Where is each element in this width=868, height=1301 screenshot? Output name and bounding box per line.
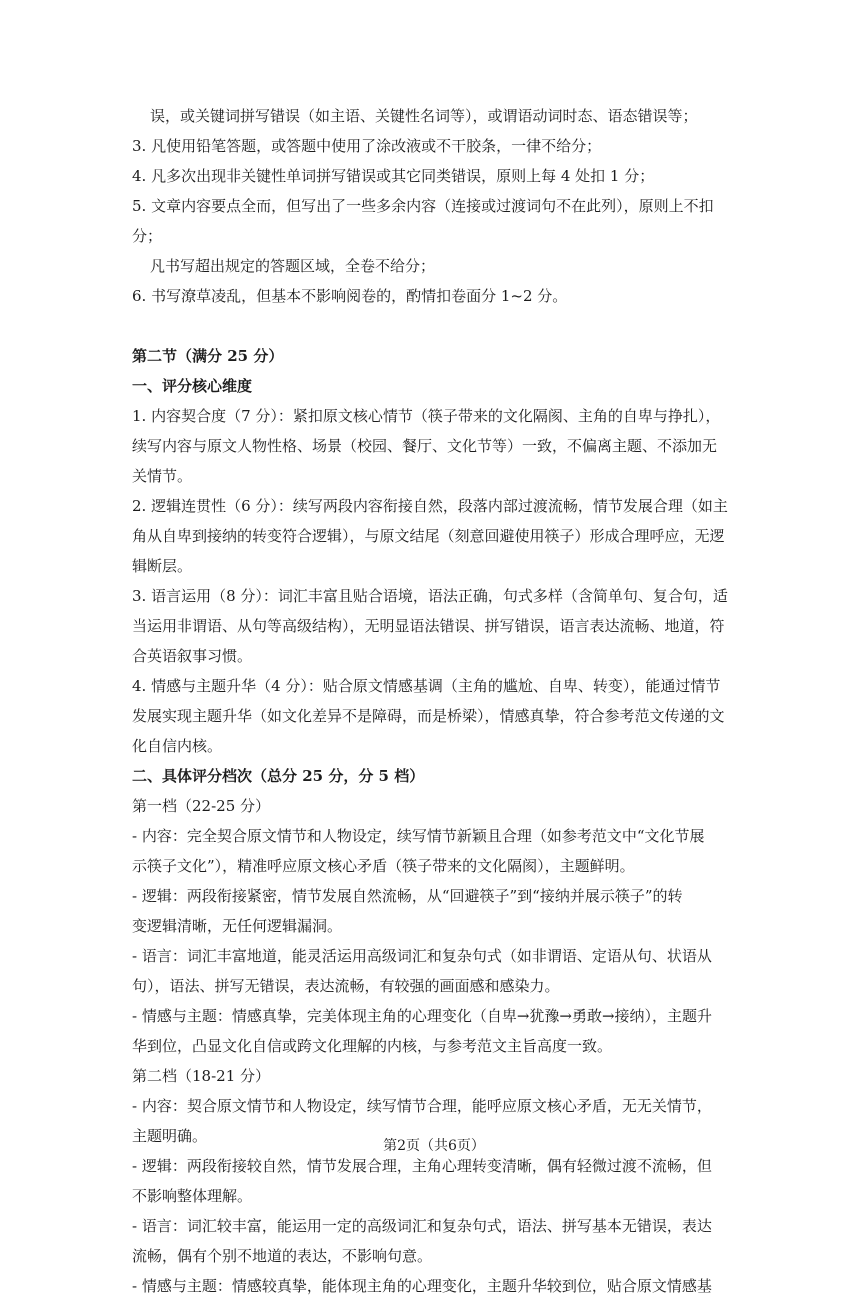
heading-core-dimensions: 一、评分核心维度	[132, 377, 253, 395]
level-2-emotion: - 情感与主题：情感较真挚，能体现主角的心理变化，主题升华较到位，贴合原文情感基	[132, 1277, 712, 1295]
level-1-content-cont: 示筷子文化”），精准呼应原文核心矛盾（筷子带来的文化隔阂），主题鲜明。	[132, 857, 635, 875]
dimension-1-cont: 续写内容与原文人物性格、场景（校园、餐厅、文化节等）一致，不偏离主题、不添加无	[132, 437, 718, 455]
dimension-4: 4. 情感与主题升华（4 分）：贴合原文情感基调（主角的尴尬、自卑、转变），能通过情节	[132, 677, 721, 695]
level-1-emotion-cont: 华到位，凸显文化自信或跨文化理解的内核，与参考范文主旨高度一致。	[132, 1037, 613, 1055]
dimension-2-cont: 角从自卑到接纳的转变符合逻辑），与原文结尾（刻意回避使用筷子）形成合理呼应，无逻	[132, 527, 725, 545]
level-1-language: - 语言：词汇丰富地道，能灵活运用高级词汇和复杂句式（如非谓语、定语从句、状语从	[132, 947, 712, 965]
level-1-emotion: - 情感与主题：情感真挚，完美体现主角的心理变化（自卑→犹豫→勇敢→接纳），主题升	[132, 1007, 713, 1025]
level-2-content: - 内容：契合原文情节和人物设定，续写情节合理，能呼应原文核心矛盾，无无关情节，	[132, 1097, 712, 1115]
text-line: 误，或关键词拼写错误（如主语、关键性名词等），或谓语动词时态、语态错误等；	[150, 107, 698, 125]
section-title: 第二节（满分 25 分）	[132, 347, 284, 365]
dimension-4-cont: 化自信内核。	[132, 737, 223, 755]
spacer	[132, 311, 742, 341]
level-1-title: 第一档（22-25 分）	[132, 797, 271, 815]
scoring-rule-6: 6. 书写潦草凌乱，但基本不影响阅卷的，酌情扣卷面分 1~2 分。	[132, 287, 568, 305]
scoring-rule-5-cont: 凡书写超出规定的答题区域，全卷不给分；	[150, 257, 436, 275]
level-2-logic-cont: 不影响整体理解。	[132, 1187, 253, 1205]
dimension-4-cont: 发展实现主题升华（如文化差异不是障碍，而是桥梁），情感真挚，符合参考范文传递的文	[132, 707, 725, 725]
dimension-2-cont: 辑断层。	[132, 557, 193, 575]
scoring-rule-4: 4. 凡多次出现非关键性单词拼写错误或其它同类错误，原则上每 4 处扣 1 分；	[132, 167, 655, 185]
dimension-2: 2. 逻辑连贯性（6 分）：续写两段内容衔接自然，段落内部过渡流畅，情节发展合理（如主	[132, 497, 728, 515]
level-2-title: 第二档（18-21 分）	[132, 1067, 271, 1085]
page-content	[132, 101, 742, 1301]
dimension-3-cont: 合英语叙事习惯。	[132, 647, 253, 665]
scoring-rule-3: 3. 凡使用铅笔答题，或答题中使用了涂改液或不干胶条，一律不给分；	[132, 137, 602, 155]
dimension-3-cont: 当运用非谓语、从句等高级结构），无明显语法错误、拼写错误，语言表达流畅、地道，符	[132, 617, 725, 635]
heading-score-levels: 二、具体评分档次（总分 25 分，分 5 档）	[132, 767, 425, 785]
level-2-content-cont: 主题明确。	[132, 1127, 208, 1145]
dimension-1: 1. 内容契合度（7 分）：紧扣原文核心情节（筷子带来的文化隔阂、主角的自卑与挣扎），	[132, 407, 721, 425]
level-2-language-cont: 流畅，偶有个别不地道的表达，不影响句意。	[132, 1247, 433, 1265]
page-number: 第2页（共6页）	[383, 1138, 485, 1154]
scoring-rule-5: 5. 文章内容要点全而，但写出了一些多余内容（连接或过渡词句不在此列），原则上不扣分；	[132, 197, 714, 245]
dimension-3: 3. 语言运用（8 分）：词汇丰富且贴合语境，语法正确，句式多样（含简单句、复合句，适	[132, 587, 728, 605]
level-2-logic: - 逻辑：两段衔接较自然，情节发展合理，主角心理转变清晰，偶有轻微过渡不流畅，但	[132, 1157, 712, 1175]
level-1-language-cont: 句），语法、拼写无错误，表达流畅，有较强的画面感和感染力。	[132, 977, 560, 995]
dimension-1-cont: 关情节。	[132, 467, 193, 485]
level-1-content: - 内容：完全契合原文情节和人物设定，续写情节新颖且合理（如参考范文中“文化节展	[132, 827, 705, 845]
level-1-logic-cont: 变逻辑清晰，无任何逻辑漏洞。	[132, 917, 343, 935]
level-1-logic: - 逻辑：两段衔接紧密，情节发展自然流畅，从“回避筷子”到“接纳并展示筷子”的转	[132, 887, 683, 905]
level-2-language: - 语言：词汇较丰富，能运用一定的高级词汇和复杂句式，语法、拼写基本无错误，表达	[132, 1217, 712, 1235]
